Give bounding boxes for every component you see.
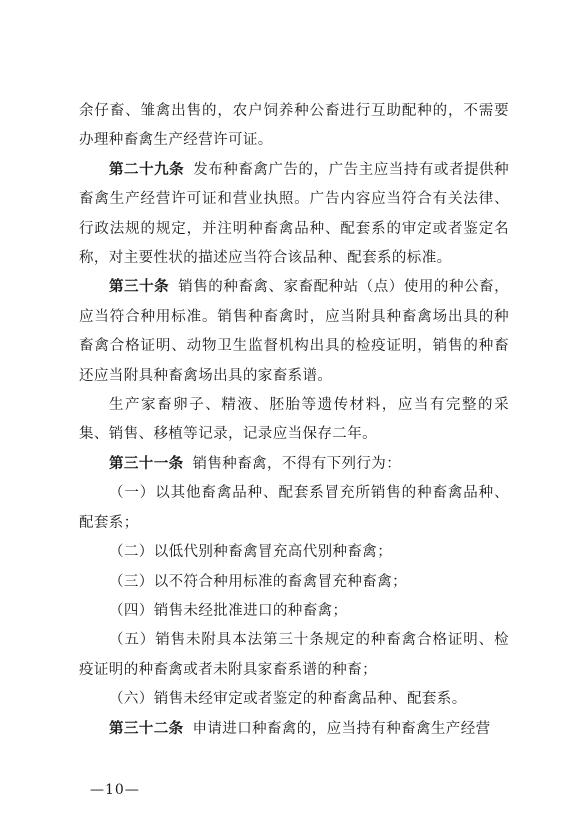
body-paragraph (79, 97, 509, 156)
paragraph-text: 销售种畜禽，不得有下列行为： (192, 455, 402, 472)
article-paragraph (79, 156, 509, 274)
paragraph-text: （二）以低代别种畜禽冒充高代别种畜禽； (109, 544, 393, 561)
paragraph-text: 生产家畜卵子、精液、胚胎等遗传材料，应当有完整的采集、销售、移植等记录，记录应当保存二年。 (79, 397, 509, 443)
article-paragraph (79, 273, 509, 391)
body-paragraph (79, 626, 509, 685)
body-paragraph (79, 538, 509, 567)
article-heading: 第三十一条 (109, 455, 184, 472)
page-number: —10— (90, 782, 140, 798)
paragraph-text: 余仔畜、雏禽出售的，农户饲养种公畜进行互助配种的，不需要办理种畜禽生产经营许可证。 (79, 103, 509, 149)
paragraph-text: （六）销售未经审定或者鉴定的种畜禽品种、配套系。 (109, 691, 467, 708)
body-paragraph (79, 597, 509, 626)
article-heading: 第三十二条 (109, 720, 184, 737)
body-paragraph (79, 479, 509, 538)
body-paragraph (79, 568, 509, 597)
paragraph-text: （三）以不符合种用标准的畜禽冒充种畜禽； (109, 573, 407, 590)
article-heading: 第三十条 (109, 279, 170, 296)
body-paragraph (79, 391, 509, 450)
article-heading: 第二十九条 (109, 161, 185, 178)
paragraph-text: （四）销售未经批准进口的种畜禽； (109, 602, 348, 619)
paragraph-text: （一）以其他畜禽品种、配套系冒充所销售的种畜禽品种、配套系； (79, 485, 509, 531)
document-body (79, 97, 509, 744)
paragraph-text: 销售的种畜禽、家畜配种站（点）使用的种公畜，应当符合种用标准。销售种畜禽时，应当附具种畜禽场出具的种畜禽合格证明、动物卫生监督机构出具的检疫证明，销售的种畜还应当附具种畜禽场出具的家畜系谱。 (79, 279, 509, 384)
article-paragraph (79, 450, 509, 479)
paragraph-text: 发布种畜禽广告的，广告主应当持有或者提供种畜禽生产经营许可证和营业执照。广告内容应当符合有关法律、行政法规的规定，并注明种畜禽品种、配套系的审定或者鉴定名称，对主要性状的描述应当符合该品种、配套系的标准。 (79, 161, 509, 267)
paragraph-text: 申请进口种畜禽的，应当持有种畜禽生产经营 (192, 720, 491, 737)
article-paragraph (79, 715, 509, 744)
paragraph-text: （五）销售未附具本法第三十条规定的种畜禽合格证明、检疫证明的种畜禽或者未附具家畜系谱的种畜； (79, 632, 509, 678)
body-paragraph (79, 685, 509, 714)
